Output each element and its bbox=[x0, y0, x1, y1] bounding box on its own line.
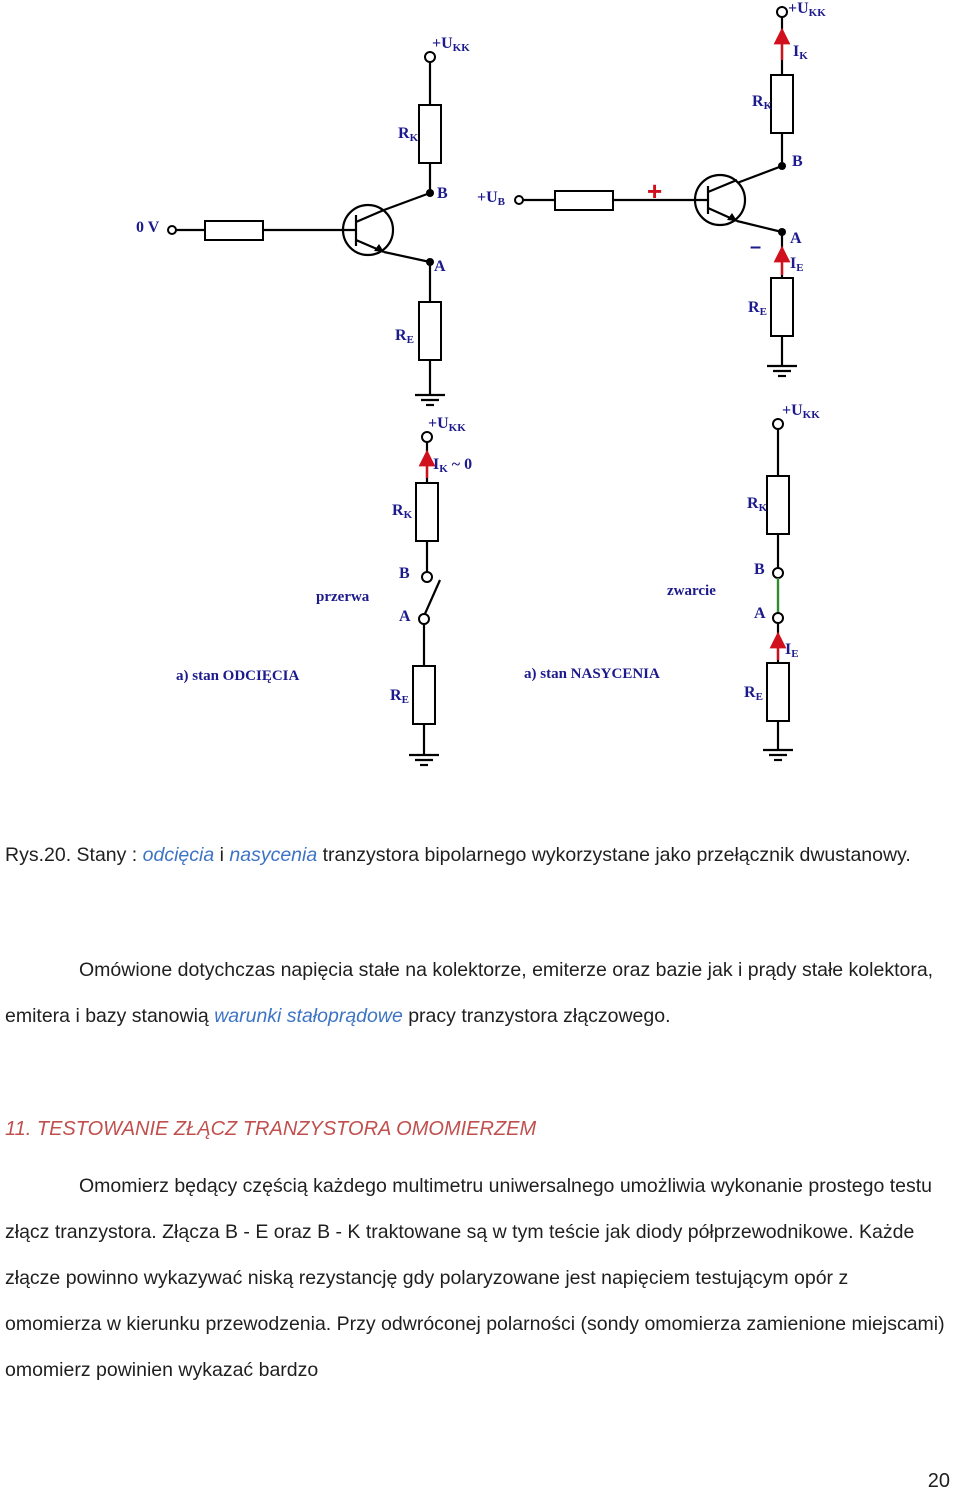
emitter-resistor-switch bbox=[413, 666, 435, 724]
svg-text:RK: RK bbox=[752, 93, 773, 112]
svg-text:A: A bbox=[790, 230, 802, 247]
svg-text:B: B bbox=[437, 185, 448, 202]
ohmmeter-test-paragraph: Omomierz będący częścią każdego multimetru uniwersalnego umożliwia wykonanie prostego testu złącz tranzystora. Złącza B - E oraz B - K traktowane są w tym teście jak diody półprzewodnikowe. Każde złącze powinno wykazywać niską rezystancję gdy polaryzowane jest napięciem testującym opór z omomierza w kierunku przewodzenia. Przy odwróconej polarności (sondy omomierza zamienione miejscami) omomierz powinien wykazać bardzo bbox=[5, 1175, 945, 1381]
collector-resistor-closed bbox=[767, 476, 789, 534]
svg-text:RK: RK bbox=[398, 125, 419, 144]
page-number: 20 bbox=[927, 1470, 950, 1492]
base-resistor bbox=[205, 221, 263, 240]
svg-text:a) stan NASYCENIA: a) stan NASYCENIA bbox=[524, 666, 660, 682]
svg-text:IK: IK bbox=[793, 43, 808, 62]
svg-text:IE: IE bbox=[785, 641, 799, 660]
svg-text:RK: RK bbox=[392, 502, 413, 521]
svg-text:+UB: +UB bbox=[477, 189, 506, 208]
emitter-resistor-closed bbox=[767, 663, 789, 721]
emitter-resistor-saturation bbox=[771, 278, 793, 336]
svg-text:0 V: 0 V bbox=[136, 219, 160, 236]
svg-text:RE: RE bbox=[748, 299, 767, 318]
term-odciecia: odcięcia bbox=[142, 844, 215, 866]
svg-text:IK ~ 0: IK ~ 0 bbox=[433, 456, 473, 475]
collector-resistor-switch bbox=[416, 483, 438, 541]
svg-text:IE: IE bbox=[790, 255, 804, 274]
section-heading: 11. TESTOWANIE ZŁĄCZ TRANZYSTORA OMOMIERZEM bbox=[5, 1118, 537, 1140]
svg-text:zwarcie: zwarcie bbox=[667, 583, 716, 599]
svg-text:przerwa: przerwa bbox=[316, 589, 370, 605]
term-warunki-staloprądowe: warunki stałoprądowe bbox=[214, 1005, 403, 1027]
svg-text:A: A bbox=[399, 608, 411, 625]
svg-text:RE: RE bbox=[395, 327, 414, 346]
circuit-cutoff-transistor bbox=[136, 35, 470, 405]
svg-text:B: B bbox=[399, 565, 410, 582]
collector-resistor bbox=[419, 105, 441, 163]
figure-caption: Rys.20. Stany : odcięcia i nasycenia tranzystora bipolarnego wykorzystane jako przełącznik dwustanowy. bbox=[5, 844, 911, 866]
svg-text:RE: RE bbox=[744, 684, 763, 703]
svg-text:–: – bbox=[750, 236, 762, 258]
svg-text:+UKK: +UKK bbox=[432, 35, 470, 54]
svg-text:a) stan ODCIĘCIA: a) stan ODCIĘCIA bbox=[176, 668, 300, 684]
svg-text:A: A bbox=[754, 605, 766, 622]
svg-text:+UKK: +UKK bbox=[788, 0, 826, 19]
circuit-saturation-switch bbox=[524, 402, 820, 760]
base-resistor-saturation bbox=[555, 191, 613, 210]
svg-text:B: B bbox=[792, 153, 803, 170]
svg-text:+UKK: +UKK bbox=[782, 402, 820, 421]
emitter-resistor bbox=[419, 302, 441, 360]
svg-text:+: + bbox=[647, 176, 663, 206]
circuit-cutoff-switch bbox=[176, 415, 472, 765]
term-nasycenia: nasycenia bbox=[229, 844, 318, 866]
dc-conditions-paragraph: Omówione dotychczas napięcia stałe na kolektorze, emiterze oraz bazie jak i prądy stałe kolektora, emitera i bazy stanowią warunki stałoprądowe pracy tranzystora złączowego. bbox=[5, 959, 934, 1027]
collector-resistor-saturation bbox=[771, 75, 793, 133]
svg-text:RK: RK bbox=[747, 495, 768, 514]
circuit-saturation-transistor bbox=[477, 0, 826, 376]
svg-text:RE: RE bbox=[390, 687, 409, 706]
svg-text:A: A bbox=[434, 258, 446, 275]
svg-text:B: B bbox=[754, 561, 765, 578]
svg-text:+UKK: +UKK bbox=[428, 415, 466, 434]
